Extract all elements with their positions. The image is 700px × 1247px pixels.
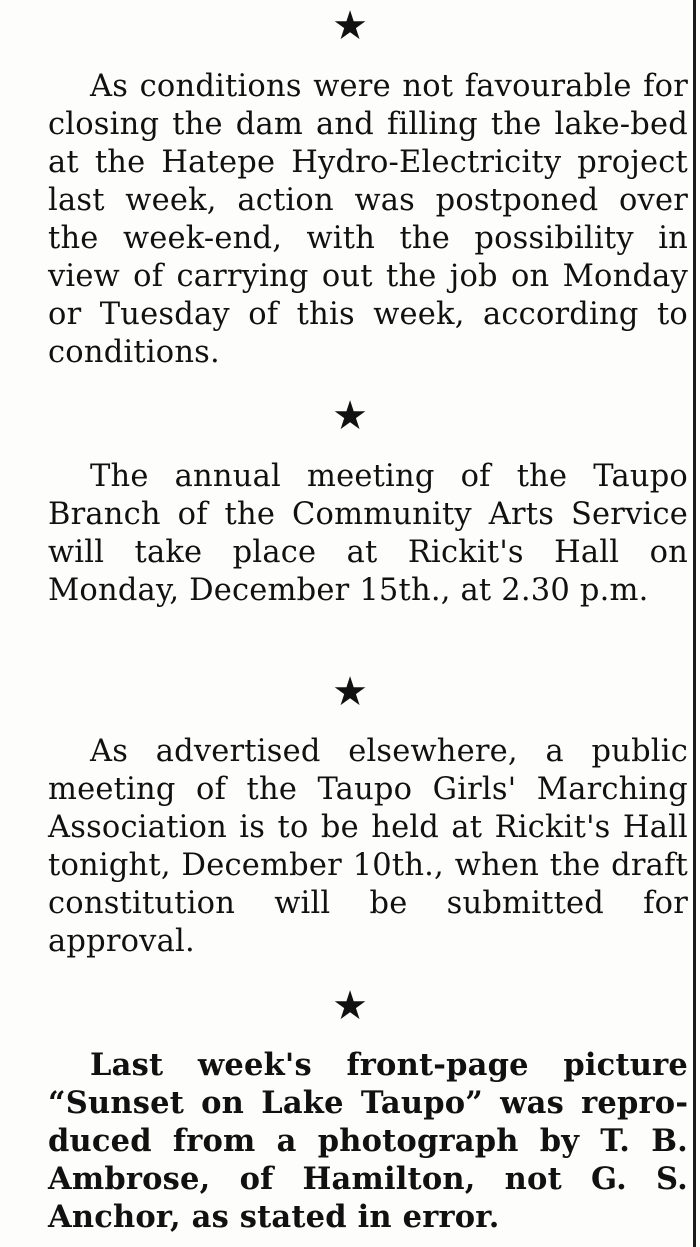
news-item-girls-marching-meeting: As advertised elsewhere, a public meeting of the Taupo Girls' Marching Association is to be held at Rickit's Hall tonight, December 10th., when the draft constitution will be submitted for approval. [48, 734, 688, 959]
star-separator-icon: ★ [332, 669, 368, 715]
star-separator-icon: ★ [332, 393, 368, 439]
news-item-photo-correction: Last week's front-page picture “Sunset on Lake Taupo” was reproduced from a photograph by T. B. Ambrose, of Hamilton, not G. S. Anchor, as stated in error. [48, 1047, 688, 1235]
star-separator-icon: ★ [332, 3, 368, 49]
star-separator-icon: ★ [332, 983, 368, 1029]
news-item-hatepe-dam: As conditions were not favourable for closing the dam and filling the lake-bed at the Hatepe Hydro-Electricity project last week, action was postponed over the week-end, with the possibility in view of carrying out the job on Monday or Tuesday of this week, according to conditions. [48, 69, 688, 370]
news-item-community-arts-meeting: The annual meeting of the Taupo Branch of the Community Arts Service will take place at Rickit's Hall on Monday, December 15th., at 2.30 p.m. [48, 459, 688, 608]
column-rule [693, 0, 696, 1247]
